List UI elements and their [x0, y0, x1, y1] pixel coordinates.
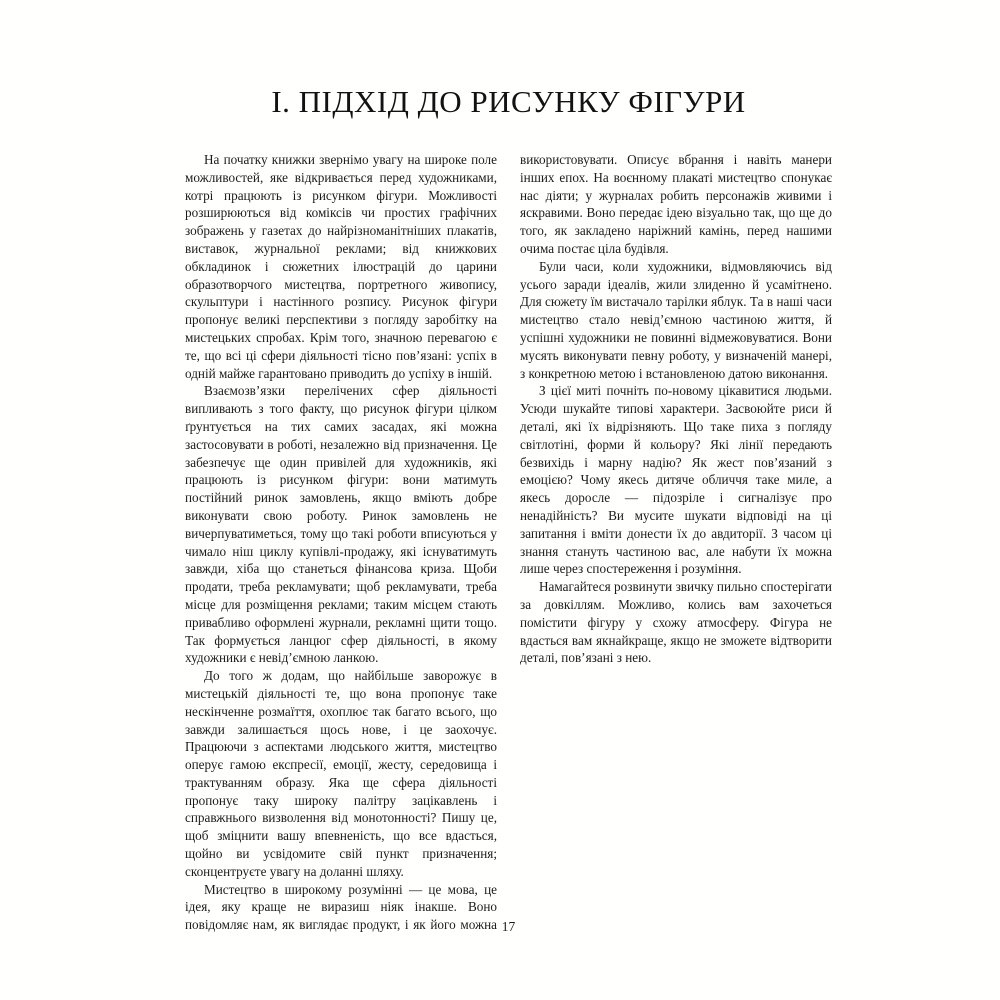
chapter-title: І. ПІДХІД ДО РИСУНКУ ФІГУРИ — [271, 84, 746, 119]
paragraph: Були часи, коли художники, відмовляючись від усього заради ідеалів, жили злиденно й усамітнено. Для сюжету їм вистачало тарілки яблук. Та в наші часи мистецтво стало невід’ємною частиною життя, й успішні художники не повинні відмежовуватися. Вони мусять виконувати певну роботу, у визначеній манері, з конкретною метою і встановленою датою виконання. — [520, 258, 832, 381]
body-text-columns — [185, 151, 832, 951]
paragraph: Мистецтво в широкому розумінні — це мова, це ідея, яку краще не виразиш ніяк інакше. Воно повідомляє нам, як виглядає продукт, і як його можна використовувати. Описує вбрання і навіть манери інших епох. На воєнному плакаті мистецтво спонукає нас діяти; у журналах робить персонажів живими і яскравими. Воно передає ідею візуально так, що ще до того, як закладено наріжний камінь, перед нашими очима постає ціла будівля. — [185, 152, 832, 933]
paragraph: Намагайтеся розвинути звичку пильно спостерігати за довкіллям. Можливо, колись вам захочеться помістити фігуру у схожу атмосферу. Фігура не вдасться вам якнайкраще, якщо не зможете відтворити деталі, пов’язані з нею. — [520, 579, 832, 666]
paragraph: З цієї миті почніть по-новому цікавитися людьми. Усюди шукайте типові характери. Засвоюйте риси й деталі, які їх відрізняють. Що таке пиха з погляду світлотіні, форми й кольору? Які лінії передають безвихідь і марну надію? Як жест пов’язаний з емоцією? Чому якесь дитяче обличчя таке миле, а якесь доросле — підозріле і сигналізує про ненадійність? Ви мусите шукати відповіді на ці запитання і вміти донести їх до авдиторії. З часом ці знання стануть частиною вас, але набути їх можна лише через спостереження і розуміння. — [520, 383, 832, 577]
paragraph: На початку книжки звернімо увагу на широке поле можливостей, яке відкривається перед художниками, котрі працюють із рисунком фігури. Можливості розширюються від коміксів чи простих графічних зображень у газетах до найрізноманітніших плакатів, виставок, журнальної реклами; від книжкових обкладинок і сюжетних ілюстрацій до царини образотворчого мистецтва, портретного живопису, скульптури і настінного розпису. Рисунок фігури пропонує великі перспективи з погляду заробітку на мистецьких спробах. Крім того, значною перевагою є те, що всі ці сфери діяльності тісно пов’язані: успіх в одній майже гарантовано приводить до успіху в іншій. — [185, 152, 497, 381]
page-number: 17 — [501, 919, 516, 934]
paragraph: Взаємозв’язки перелічених сфер діяльності випливають з того факту, що рисунок фігури цілком ґрунтується на тих самих засадах, які можна застосовувати в роботі, незалежно від призначення. Це забезпечує ще один привілей для художників, які працюють із рисунком фігури: вони матимуть постійний ринок замовлень, якщо вміють добре виконувати свою роботу. Ринок замовлень не вичерпуватиметься, тому що такі роботи вписуються у чимало ніш циклу купівлі-продажу, які існуватимуть завжди, хіба що станеться фінансова криза. Щоби продати, треба рекламувати; щоб рекламувати, треба місце для розміщення реклами; таким місцем стають привабливо оформлені журнали, рекламні щити тощо. Так формується ланцюг сфер діяльності, в якому художники є невід’ємною ланкою. — [185, 383, 497, 666]
paragraph: До того ж додам, що найбільше заворожує в мистецькій діяльності те, що вона пропонує таке нескінченне розмаїття, охоплює так багато всього, що завжди залишається щось нове, і це заохочує. Працюючи з аспектами людського життя, мистецтво оперує гамою експресії, емоції, жесту, середовища і трактуванням образу. Яка ще сфера діяльності пропонує таку широку палітру зацікавлень і справжнього визволення від монотонності? Пишу це, щоб зміцнити вашу впевненість, що все вдасться, щойно ви усвідомите свій пункт призначення; сконцентруєте увагу на доланні шляху. — [185, 668, 497, 879]
